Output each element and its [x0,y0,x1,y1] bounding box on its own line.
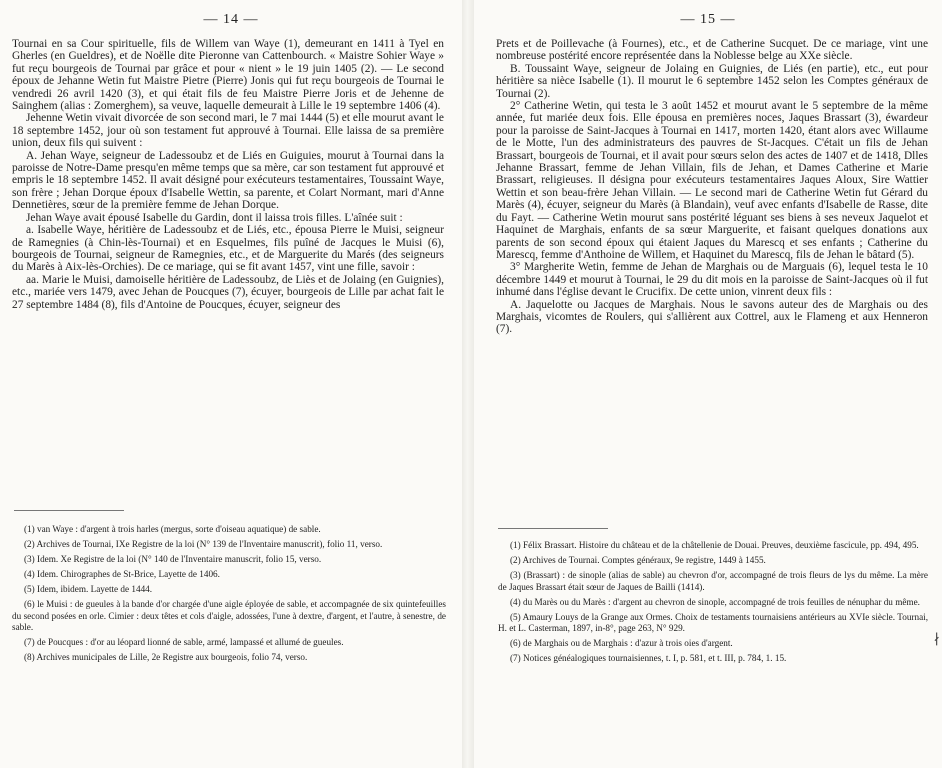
paragraph: 2° Catherine Wetin, qui testa le 3 août 1452 et mourut avant le 5 septembre de la même année, fut mariée deux fois. Elle épousa en premières noces, Jaques Brassart (3), éwardeur pour la paroisse de Saint-Jacques à Tournai en 1417, morten 1420, étant alors avec Willaume de le Motte, l'un des administrateurs des pauvres de St-Jacques. C'était un fils de Jehan Brassart, bourgeois de Tournai, et il avait pour sœurs selon des actes de 1407 et de 1418, Dlles Jehanne Brassart, femme de Jehan Villain, fils de Jehan, et Dames Catherine et Marie Brassart, religieuses. Il désigna pour exécuteurs testamentaires Jaques Aloux, Sire Wattier Wettin et son beau-frère Jehan Villain. — Le second mari de Catherine Wetin fut Gérard du Marès (4), écuyer, seigneur du Marès (à Blandain), veuf avec enfants d'Isabelle de Rasse, dite du Fayt. — Catherine Wetin mourut sans postérité léguant ses biens à ses neveux Jaquelot et Haquinet de Marghais, enfants de sa sœur Marguerite, et faisant quelques donations aux parents de son second époux qui étaient Jaques du Marescq et ses enfants ; Catherine du Marescq, femme d'Anthoine de Willem, et Haquinet du Marescq, fils de Jehan le bâtard (5). [496,100,928,261]
right-page [474,0,942,768]
paragraph: A. Jaquelotte ou Jacques de Marghais. Nous le savons auteur des de Marghais ou des Marghais, vicomtes de Roulers, qui s'allièrent aux Cottrel, aux le Flameng et aux Henneron (7). [496,298,928,336]
footnote: (3) Idem. Xe Registre de la loi (N° 140 de l'Inventaire manuscrit, folio 15, verso. [24,553,322,564]
page-body [0,38,462,311]
footnotes [498,540,928,668]
footnote-divider [14,510,124,511]
footnote: (1) Félix Brassart. Histoire du château et de la châtellenie de Douai. Preuves, deuxième fascicule, pp. 494, 495. [510,540,919,550]
paragraph: Jehenne Wetin vivait divorcée de son second mari, le 7 mai 1444 (5) et elle mourut avant le 18 septembre 1452, jour où son testament fut approuvé à Tournai. Elle laissa de sa première union, deux fils qui suivent : [12,112,444,150]
footnote: (3) (Brassart) : de sinople (alias de sable) au chevron d'or, accompagné de trois fleurs de lys du même. La mère de Jaques Brassart était sœur de Jaques de Bailli (1414). [498,569,928,592]
paragraph: B. Toussaint Waye, seigneur de Jolaing en Guignies, de Liés (en partie), etc., eut pour héritière sa nièce Isabelle (1). Il mourut le 6 septembre 1452 selon les Comptes généraux de Tournai (2). [496,62,928,100]
footnote: (4) Idem. Chirographes de St-Brice, Layette de 1406. [24,568,220,579]
footnote: (5) Amaury Louys de la Grange aux Ormes. Choix de testaments tournaisiens antérieurs au XVIe siècle. Tournai, H. et L. Casterman, 1897, in-8°, page 263, N° 929. [498,611,928,634]
footnote-divider [498,528,608,529]
margin-pencil-mark: ∤ [933,633,940,648]
footnote: (7) Notices généalogiques tournaisiennes, t. I, p. 581, et t. III, p. 784, 1. 15. [510,653,787,664]
paragraph: Tournai en sa Cour spirituelle, fils de Willem van Waye (1), demeurant en 1411 à Tyel en Gherles (en Gueldres), et de Noëlle dite Pieronne van Cattenbourch. « Maistre Sohier Waye » fut reçu bourgeois de Tournai par grâce et pour « nient » le 19 juin 1405 (2). — Le second époux de Jehanne Wetin fut Maistre Pietre (Pierre) Jonis qui fut reçu bourgeois de Tournai le vendredi 26 avril 1420 (3), et qui était fils de feu Maistre Pierre Joris et de Jehenne de Sainghem (alias : Zomerghem), sa veuve, laquelle demeurait à Lille le 19 septembre 1406 (4). [12,38,444,113]
footnote: (2) Archives de Tournai. Comptes généraux, 9e registre, 1449 à 1455. [510,554,766,565]
footnote: (4) du Marès ou du Marès : d'argent au chevron de sinople, accompagné de trois feuilles de nénuphar du même. [510,596,920,607]
paragraph: 3° Margherite Wetin, femme de Jehan de Marghais ou de Marguais (6), lequel testa le 10 décembre 1449 et mourut à Tournai, le 29 du dit mois en la paroisse de Saint-Jacques où il fut inhumé dans l'église devant le Crucifix. De cette union, vinrent deux fils : [496,261,928,299]
footnote: (6) le Muisi : de gueules à la bande d'or chargée d'une aigle éployée de sable, et accompagnée de six quintefeuilles du second posées en orle. Cimier : deux têtes et cols d'aigle, adossées, l'une à dextre, d'argent, et l'autre, à senestre, de sable. [12,598,446,633]
footnotes [12,524,446,667]
page-body [474,38,942,336]
footnote: (8) Archives municipales de Lille, 2e Registre aux bourgeois, folio 74, verso. [24,652,308,663]
page-number: — 14 — [203,12,259,27]
book-gutter [462,0,474,768]
footnote: (7) de Poucques : d'or au léopard lionné de sable, armé, lampassé et allumé de gueules. [24,637,344,648]
paragraph: Prets et de Poillevache (à Fournes), etc., et de Catherine Sucquet. De ce mariage, vint une nombreuse postérité encore représentée dans la Noblesse belge au XXe siècle. [496,38,928,63]
paragraph: aa. Marie le Muisi, damoiselle héritière de Ladessoubz, de Liès et de Jolaing (en Guignies), etc., mariée vers 1479, avec Jehan de Poucques (7), écuyer, bourgeois de Lille par achat fait le 27 septembre 1484 (8), fils d'Antoine de Poucques, écuyer, seigneur des [12,273,444,311]
left-page [0,0,462,768]
page-number: — 15 — [680,12,736,27]
paragraph: a. Isabelle Waye, héritière de Ladessoubz et de Liés, etc., épousa Pierre le Muisi, seigneur de Ramegnies (à Chin-lès-Tournai) et en Esquelmes, fils puîné de Jacques le Muisi (6), bourgeois de Tournai, seigneur de Ramegnies, etc., et de Marguerite du Marés (des seigneurs du Marès à Aix-lès-Orchies). De ce mariage, qui se fit avant 1457, vint une fille, savoir : [12,224,444,274]
paragraph: Jehan Waye avait épousé Isabelle du Gardin, dont il laissa trois filles. L'aînée suit : [26,211,403,224]
footnote: (5) Idem, ibidem. Layette de 1444. [24,583,153,594]
paragraph: A. Jehan Waye, seigneur de Ladessoubz et de Liés en Guiguies, mourut à Tournai dans la paroisse de Notre-Dame presqu'en même temps que sa mère, car son testament fut approuvé et empris le 18 septembre 1452. Il avait désigné pour exécuteurs testamentaires, Toussaint Waye, son frère ; Jehan Dorque époux d'Isabelle Wettin, sa parente, et Colart Normant, mari d'Anne Dennetières, sœur de la première femme de Jehan Dorque. [12,149,444,212]
footnote: (1) van Waye : d'argent à trois harles (mergus, sorte d'oiseau aquatique) de sable. [24,524,321,534]
footnote: (6) de Marghais ou de Marghais : d'azur à trois oies d'argent. [510,638,733,649]
footnote: (2) Archives de Tournai, IXe Registre de la loi (N° 139 de l'Inventaire manuscrit), folio 11, verso. [24,538,383,549]
